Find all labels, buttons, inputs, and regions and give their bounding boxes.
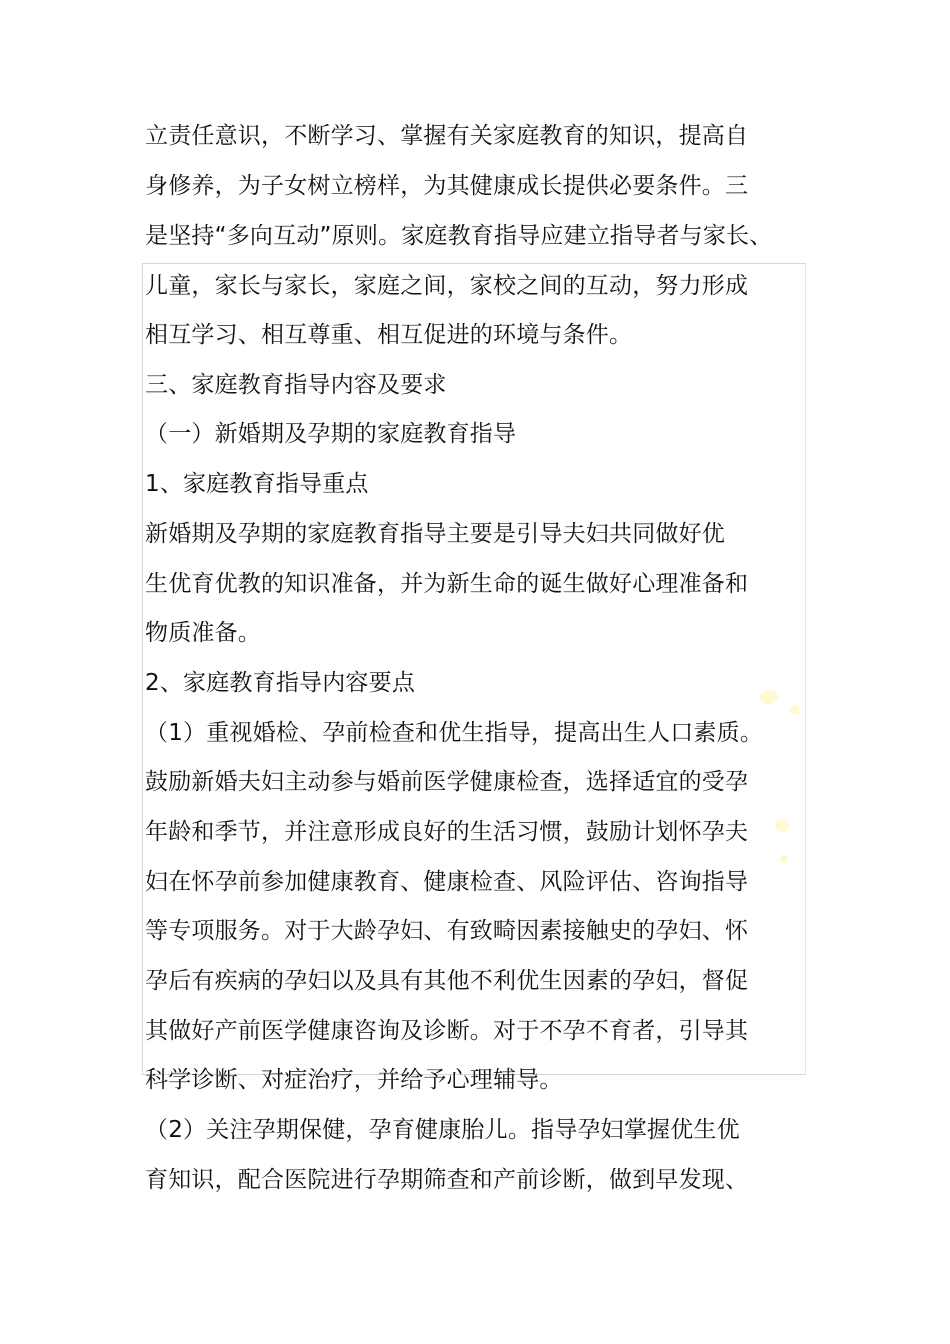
text-line: 是坚持“多向互动”原则。家庭教育指导应建立指导者与家长、: [145, 223, 773, 249]
scan-speck: [790, 705, 800, 715]
text-line: （2）关注孕期保健，孕育健康胎儿。指导孕妇掌握优生优: [145, 1117, 740, 1143]
subsection-heading: 1、家庭教育指导重点: [145, 471, 369, 497]
text-line: 身修养，为子女树立榜样，为其健康成长提供必要条件。三: [145, 173, 749, 199]
text-line: 儿童，家长与家长，家庭之间，家校之间的互动，努力形成: [145, 273, 749, 299]
text-line: 生优育优教的知识准备，并为新生命的诞生做好心理准备和: [145, 571, 749, 597]
text-line: 物质准备。: [145, 620, 261, 646]
text-line: 新婚期及孕期的家庭教育指导主要是引导夫妇共同做好优: [145, 521, 725, 547]
text-line: 相互学习、相互尊重、相互促进的环境与条件。: [145, 322, 633, 348]
text-line: 科学诊断、对症治疗，并给予心理辅导。: [145, 1067, 563, 1093]
text-line: 鼓励新婚夫妇主动参与婚前医学健康检查，选择适宜的受孕: [145, 769, 749, 795]
section-heading: 三、家庭教育指导内容及要求: [145, 372, 447, 398]
text-line: 孕后有疾病的孕妇以及具有其他不利优生因素的孕妇，督促: [145, 968, 749, 994]
subsection-heading: 2、家庭教育指导内容要点: [145, 670, 416, 696]
text-line: 年龄和季节，并注意形成良好的生活习惯，鼓励计划怀孕夫: [145, 819, 749, 845]
text-line: 育知识，配合医院进行孕期筛查和产前诊断，做到早发现、: [145, 1167, 749, 1193]
text-line: 等专项服务。对于大龄孕妇、有致畸因素接触史的孕妇、怀: [145, 918, 749, 944]
text-line: 立责任意识，不断学习、掌握有关家庭教育的知识，提高自: [145, 123, 749, 149]
subsection-heading: （一）新婚期及孕期的家庭教育指导: [145, 421, 517, 447]
text-line: （1）重视婚检、孕前检查和优生指导，提高出生人口素质。: [145, 720, 764, 746]
text-line: 妇在怀孕前参加健康教育、健康检查、风险评估、咨询指导: [145, 869, 749, 895]
scan-speck: [780, 855, 788, 863]
text-line: 其做好产前医学健康咨询及诊断。对于不孕不育者，引导其: [145, 1018, 749, 1044]
